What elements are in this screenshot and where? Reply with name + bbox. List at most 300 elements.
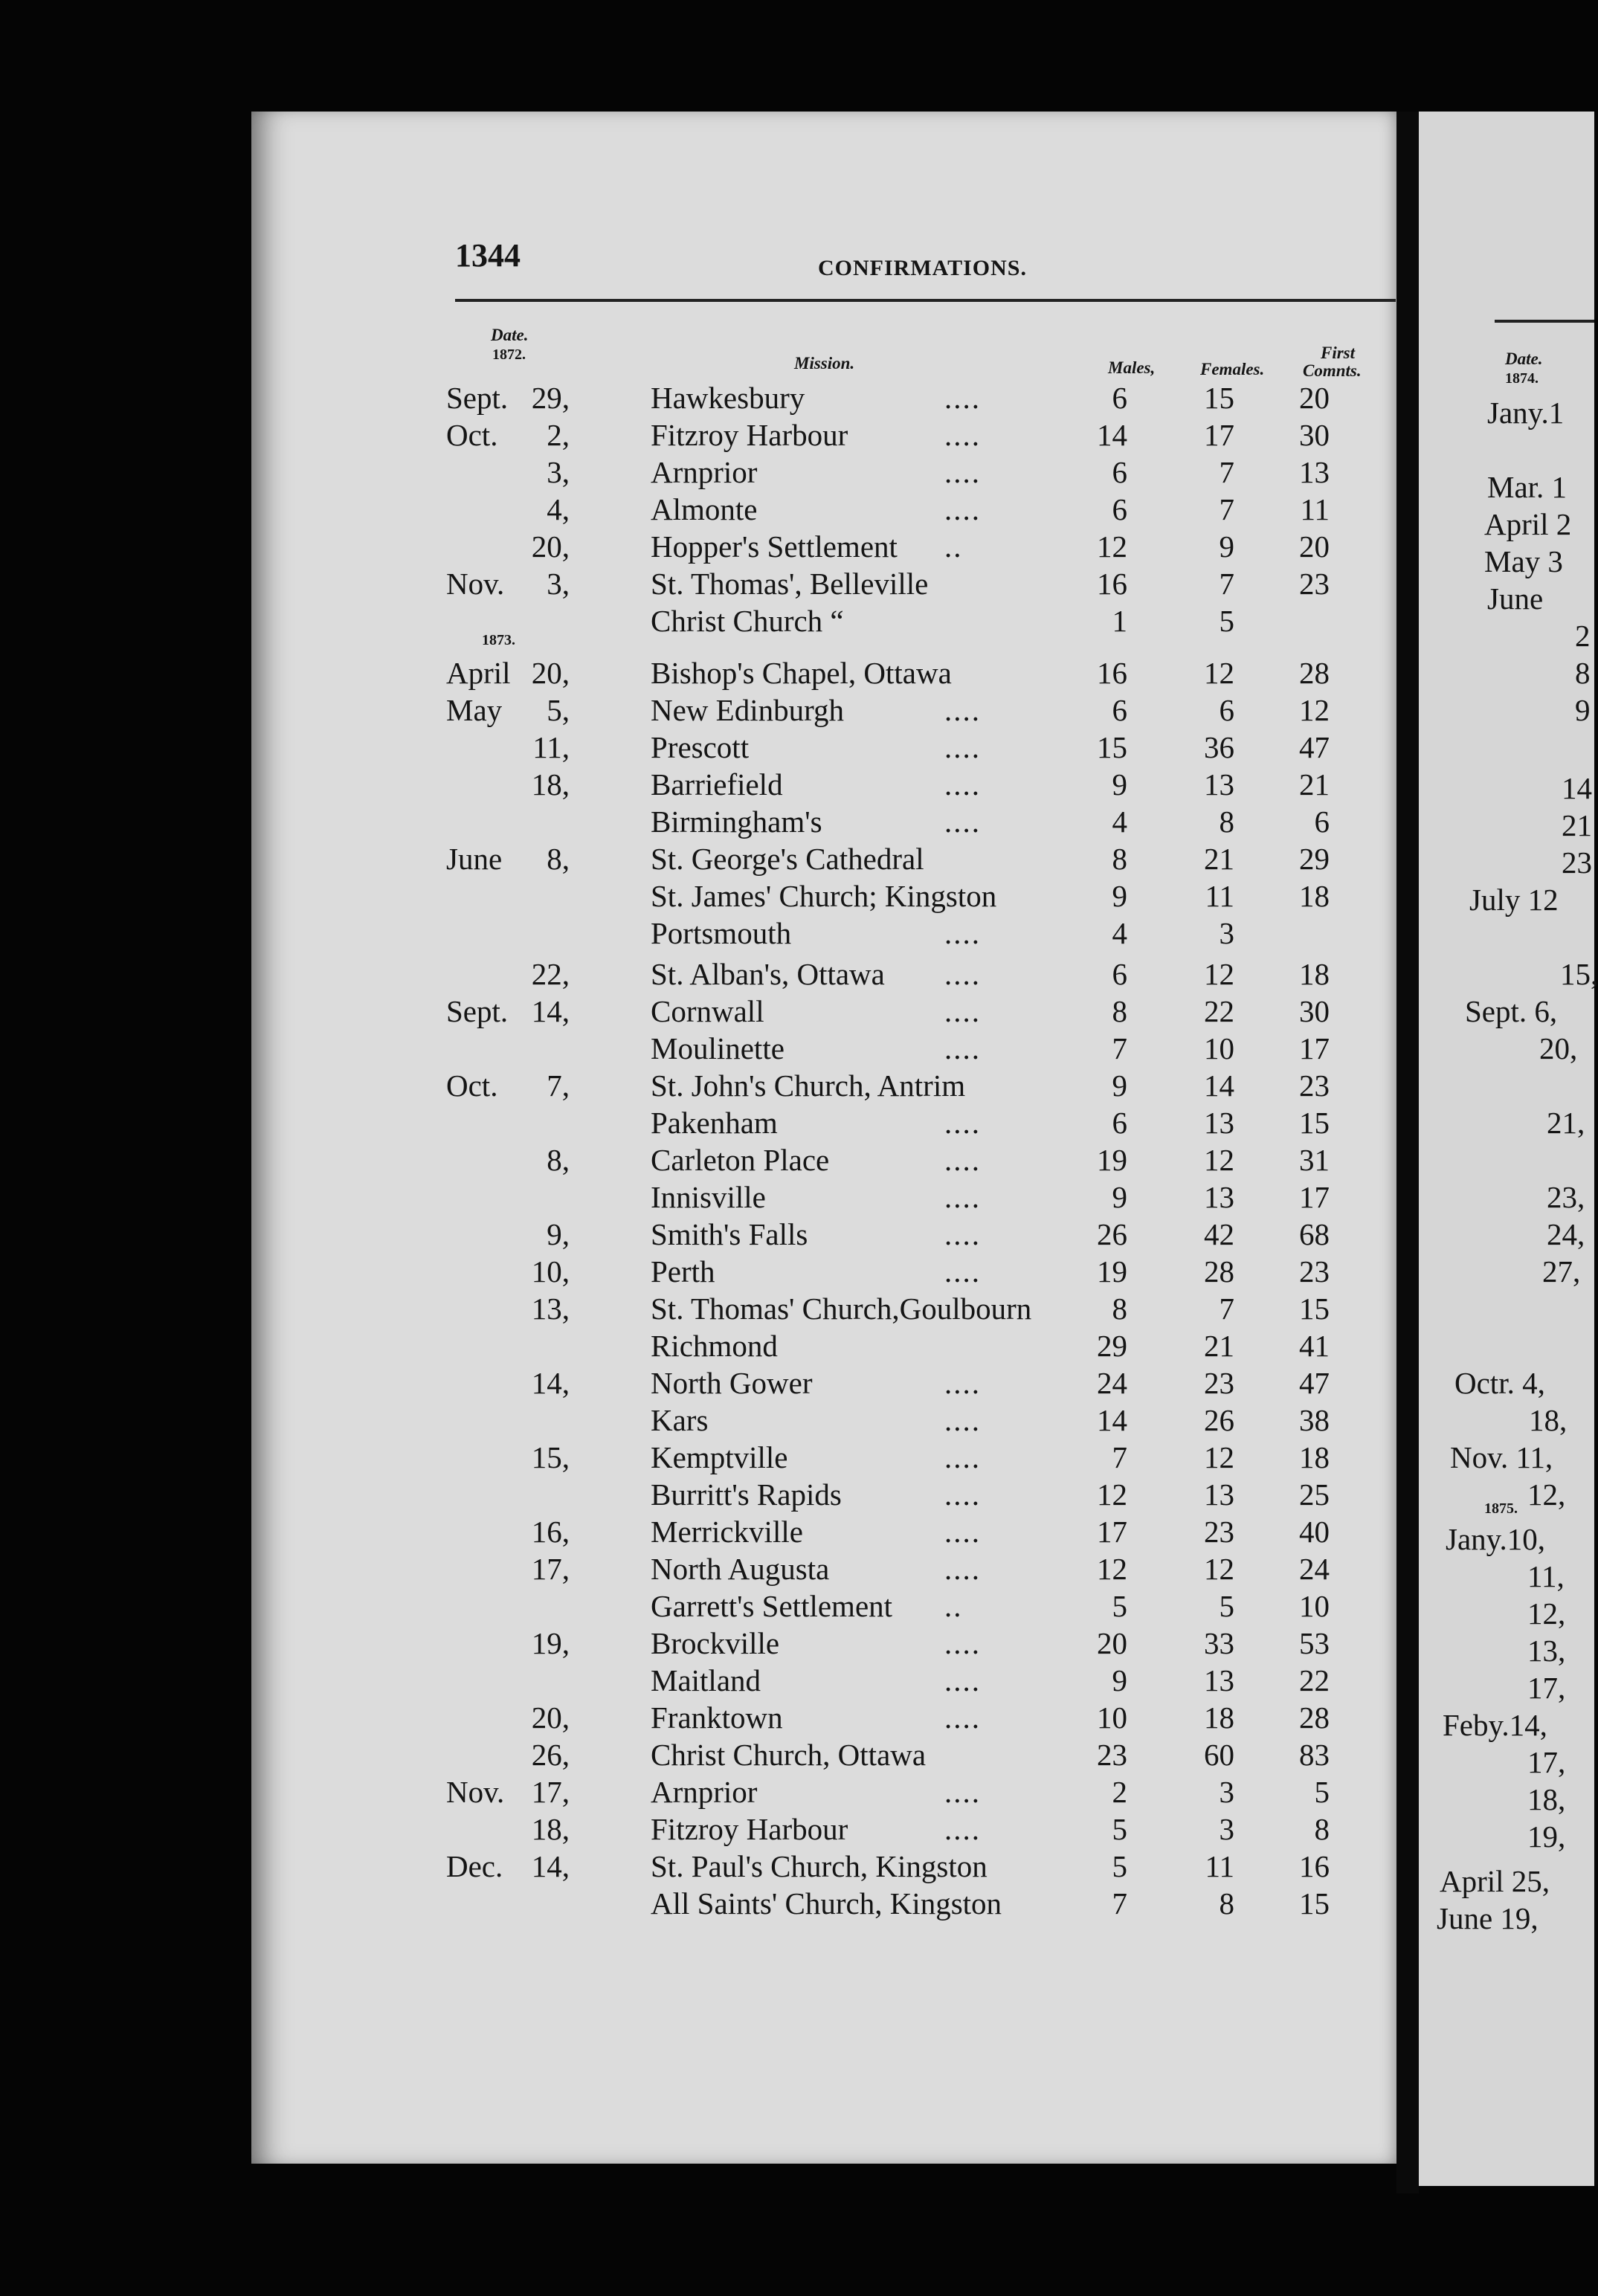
table-row — [0, 1216, 1398, 1253]
row-first-communicants: 11 — [1300, 492, 1330, 526]
row-mission: New Edinburgh — [651, 693, 845, 727]
row-leader-dots: .... — [944, 1663, 981, 1697]
row-females: 8 — [1219, 804, 1234, 839]
row-leader-dots: .. — [944, 529, 963, 564]
row-day: 26, — [531, 1738, 570, 1772]
row-males: 19 — [1097, 1143, 1127, 1177]
running-head: CONFIRMATIONS. — [818, 256, 1027, 280]
row-females: 13 — [1204, 1180, 1234, 1214]
row-day: 14, — [531, 994, 570, 1028]
row-first-communicants: 16 — [1299, 1849, 1330, 1883]
table-row — [0, 993, 1398, 1030]
row-leader-dots: .... — [944, 1440, 981, 1474]
row-females: 8 — [1219, 1886, 1234, 1921]
row-males: 17 — [1097, 1515, 1127, 1549]
row-leader-dots: .... — [944, 1031, 981, 1065]
row-females: 6 — [1219, 693, 1234, 727]
row-mission: Carleton Place — [651, 1143, 830, 1177]
row-males: 14 — [1097, 1403, 1127, 1437]
row-mission: Christ Church, Ottawa — [651, 1738, 927, 1772]
row-males: 10 — [1097, 1700, 1127, 1735]
row-mission: Brockville — [651, 1626, 780, 1660]
row-females: 28 — [1204, 1254, 1234, 1289]
row-males: 9 — [1112, 1663, 1127, 1697]
row-leader-dots: .... — [944, 957, 981, 991]
facing-date-entry: Jany.10, — [1446, 1522, 1545, 1556]
facing-date-entry: 17, — [1527, 1745, 1566, 1779]
row-month: April — [446, 656, 511, 690]
row-day: 11, — [532, 730, 570, 764]
row-mission: Prescott — [651, 730, 750, 764]
row-leader-dots: .... — [944, 1515, 981, 1549]
row-males: 9 — [1112, 1068, 1127, 1103]
facing-date-entry: 8 — [1575, 656, 1591, 690]
row-males: 7 — [1112, 1886, 1127, 1921]
facing-date-entry: 21, — [1547, 1106, 1585, 1140]
row-day: 10, — [531, 1254, 570, 1289]
row-mission: Perth — [651, 1254, 715, 1289]
facing-date-entry: July 12 — [1469, 883, 1559, 917]
row-mission: St. George's Cathedral — [651, 842, 924, 876]
row-first-communicants: 31 — [1299, 1143, 1330, 1177]
row-females: 3 — [1219, 1775, 1234, 1809]
row-day: 29, — [531, 381, 570, 415]
table-row — [0, 1030, 1398, 1067]
row-females: 12 — [1204, 1440, 1234, 1474]
row-females: 13 — [1204, 767, 1234, 802]
row-mission: Kemptville — [651, 1440, 788, 1474]
row-leader-dots: .... — [944, 994, 981, 1028]
row-day: 5, — [547, 693, 570, 727]
row-males: 2 — [1112, 1775, 1127, 1809]
table-row — [0, 602, 1398, 639]
row-day: 8, — [547, 1143, 570, 1177]
table-row — [0, 1810, 1398, 1848]
row-mission: Garrett's Settlement — [651, 1589, 893, 1623]
row-males: 6 — [1112, 381, 1127, 415]
table-row — [0, 528, 1398, 565]
row-mission: Franktown — [651, 1700, 783, 1735]
row-females: 13 — [1204, 1106, 1234, 1140]
row-females: 36 — [1204, 730, 1234, 764]
row-leader-dots: .... — [944, 1477, 981, 1512]
row-mission: Maitland — [651, 1663, 761, 1697]
row-day: 20, — [531, 656, 570, 690]
females-column-header: Females. — [1200, 360, 1265, 378]
row-females: 15 — [1204, 381, 1234, 415]
row-males: 14 — [1097, 418, 1127, 452]
row-mission: All Saints' Church, Kingston — [651, 1886, 1002, 1921]
facing-date-entry: 11, — [1527, 1559, 1565, 1593]
row-females: 13 — [1204, 1477, 1234, 1512]
facing-date-entry: 15, — [1560, 957, 1598, 991]
facing-date-entry: 23 — [1562, 845, 1592, 880]
row-day: 3, — [547, 455, 570, 489]
row-males: 26 — [1097, 1217, 1127, 1251]
row-first-communicants: 17 — [1299, 1180, 1330, 1214]
table-row — [0, 379, 1398, 416]
facing-date-entry: May 3 — [1484, 544, 1563, 578]
row-mission: Burritt's Rapids — [651, 1477, 842, 1512]
table-row — [0, 877, 1398, 915]
row-first-communicants: 20 — [1299, 381, 1330, 415]
row-first-communicants: 53 — [1299, 1626, 1330, 1660]
row-females: 12 — [1204, 1143, 1234, 1177]
row-females: 13 — [1204, 1663, 1234, 1697]
row-leader-dots: .... — [944, 1626, 981, 1660]
row-females: 11 — [1205, 1849, 1234, 1883]
row-females: 26 — [1204, 1403, 1234, 1437]
row-day: 7, — [547, 1068, 570, 1103]
row-month: May — [446, 693, 503, 727]
row-first-communicants: 17 — [1299, 1031, 1330, 1065]
facing-date-entry: April 25, — [1440, 1864, 1550, 1898]
row-leader-dots: .... — [944, 1366, 981, 1400]
row-females: 21 — [1204, 1329, 1234, 1363]
row-first-communicants: 22 — [1299, 1663, 1330, 1697]
row-females: 23 — [1204, 1515, 1234, 1549]
row-males: 7 — [1112, 1440, 1127, 1474]
row-males: 5 — [1112, 1849, 1127, 1883]
table-row — [0, 1104, 1398, 1141]
males-column-header: Males, — [1108, 358, 1156, 377]
first-column-header: First — [1321, 344, 1356, 362]
row-mission: Barriefield — [651, 767, 783, 802]
row-mission: Merrickville — [651, 1515, 803, 1549]
facing-date-entry: 2 — [1575, 619, 1591, 653]
row-males: 6 — [1112, 1106, 1127, 1140]
row-leader-dots: .... — [944, 1180, 981, 1214]
facing-date-entry: 17, — [1527, 1671, 1566, 1705]
table-row — [0, 1364, 1398, 1402]
row-males: 15 — [1097, 730, 1127, 764]
facing-date-entry: Nov. 11, — [1450, 1440, 1553, 1474]
row-leader-dots: .... — [944, 1217, 981, 1251]
table-row — [0, 565, 1398, 602]
facing-year-1875-label: 1875. — [1484, 1500, 1518, 1517]
row-mission: Hopper's Settlement — [651, 529, 898, 564]
table-row — [0, 1736, 1398, 1773]
table-row — [0, 1178, 1398, 1216]
facing-date-entry: 19, — [1527, 1819, 1566, 1854]
row-males: 9 — [1112, 767, 1127, 802]
row-leader-dots: .... — [944, 381, 981, 415]
row-day: 2, — [547, 418, 570, 452]
facing-header-rule — [1495, 320, 1594, 323]
row-first-communicants: 24 — [1299, 1552, 1330, 1586]
row-day: 9, — [547, 1217, 570, 1251]
row-mission: Cornwall — [651, 994, 764, 1028]
row-females: 12 — [1204, 1552, 1234, 1586]
table-row — [0, 766, 1398, 803]
row-males: 20 — [1097, 1626, 1127, 1660]
row-males: 12 — [1097, 529, 1127, 564]
row-males: 6 — [1112, 693, 1127, 727]
row-mission: North Augusta — [651, 1552, 830, 1586]
row-day: 17, — [531, 1552, 570, 1586]
row-first-communicants: 20 — [1299, 529, 1330, 564]
row-males: 12 — [1097, 1552, 1127, 1586]
row-leader-dots: .. — [944, 1589, 963, 1623]
row-females: 60 — [1204, 1738, 1234, 1772]
table-row — [0, 491, 1398, 528]
row-mission: Smith's Falls — [651, 1217, 808, 1251]
table-row — [0, 1773, 1398, 1810]
facing-date-entry: 12, — [1527, 1477, 1566, 1512]
row-males: 9 — [1112, 879, 1127, 913]
comnts-column-header: Comnts. — [1303, 361, 1362, 380]
row-month: June — [446, 842, 503, 876]
row-leader-dots: .... — [944, 1106, 981, 1140]
row-males: 29 — [1097, 1329, 1127, 1363]
row-males: 9 — [1112, 1180, 1127, 1214]
table-row — [0, 1885, 1398, 1922]
row-leader-dots: .... — [944, 1143, 981, 1177]
table-row — [0, 1253, 1398, 1290]
row-males: 1 — [1112, 604, 1127, 638]
row-month: Dec. — [446, 1849, 503, 1883]
row-females: 23 — [1204, 1366, 1234, 1400]
row-males: 6 — [1112, 492, 1127, 526]
facing-date-entry: Jany.1 — [1487, 396, 1565, 430]
row-mission: Fitzroy Harbour — [651, 1812, 848, 1846]
year-1873-label: 1873. — [482, 632, 515, 648]
facing-date-entry: Mar. 1 — [1487, 470, 1568, 504]
year-1872-label: 1872. — [492, 346, 526, 363]
row-first-communicants: 23 — [1299, 567, 1330, 601]
table-row — [0, 1625, 1398, 1662]
row-first-communicants: 18 — [1299, 957, 1330, 991]
table-row — [0, 1439, 1398, 1476]
row-month: Nov. — [446, 1775, 505, 1809]
row-mission: Kars — [651, 1403, 709, 1437]
row-first-communicants: 29 — [1299, 842, 1330, 876]
row-leader-dots: .... — [944, 1775, 981, 1809]
row-day: 18, — [531, 767, 570, 802]
table-row — [0, 691, 1398, 729]
row-first-communicants: 15 — [1299, 1106, 1330, 1140]
row-first-communicants: 83 — [1299, 1738, 1330, 1772]
row-mission: Pakenham — [651, 1106, 778, 1140]
facing-date-entry: 12, — [1527, 1596, 1566, 1631]
row-females: 7 — [1219, 455, 1234, 489]
table-row — [0, 1402, 1398, 1439]
row-mission: Arnprior — [651, 455, 758, 489]
row-mission: St. Thomas', Belleville — [651, 567, 929, 601]
row-males: 16 — [1097, 656, 1127, 690]
row-females: 9 — [1219, 529, 1234, 564]
row-leader-dots: .... — [944, 1254, 981, 1289]
row-females: 5 — [1219, 604, 1234, 638]
table-row — [0, 1476, 1398, 1513]
table-row — [0, 1699, 1398, 1736]
row-first-communicants: 13 — [1299, 455, 1330, 489]
row-mission: St. John's Church, Antrim — [651, 1068, 966, 1103]
row-day: 3, — [547, 567, 570, 601]
row-first-communicants: 12 — [1299, 693, 1330, 727]
row-females: 22 — [1204, 994, 1234, 1028]
row-leader-dots: .... — [944, 1552, 981, 1586]
row-males: 4 — [1112, 916, 1127, 950]
row-first-communicants: 40 — [1299, 1515, 1330, 1549]
row-first-communicants: 21 — [1299, 767, 1330, 802]
row-day: 4, — [547, 492, 570, 526]
row-mission: Christ Church “ — [651, 604, 844, 638]
table-row — [0, 654, 1398, 691]
row-first-communicants: 15 — [1299, 1886, 1330, 1921]
row-females: 7 — [1219, 492, 1234, 526]
row-first-communicants: 30 — [1299, 418, 1330, 452]
facing-date-entry: 13, — [1527, 1634, 1566, 1668]
row-day: 17, — [531, 1775, 570, 1809]
row-females: 3 — [1219, 916, 1234, 950]
table-row — [0, 1513, 1398, 1550]
row-mission: Birmingham's — [651, 804, 822, 839]
table-row — [0, 1067, 1398, 1104]
row-females: 33 — [1204, 1626, 1234, 1660]
row-females: 18 — [1204, 1700, 1234, 1735]
row-mission: St. Thomas' Church,Goulbourn — [651, 1292, 1032, 1326]
row-first-communicants: 6 — [1314, 804, 1330, 839]
row-day: 13, — [531, 1292, 570, 1326]
row-month: Oct. — [446, 418, 498, 452]
facing-date-entry: 18, — [1527, 1782, 1566, 1816]
row-males: 24 — [1097, 1366, 1127, 1400]
row-first-communicants: 10 — [1299, 1589, 1330, 1623]
row-males: 7 — [1112, 1031, 1127, 1065]
row-first-communicants: 18 — [1299, 879, 1330, 913]
date-column-header: Date. — [491, 326, 529, 344]
facing-date-entry: Sept. 6, — [1465, 994, 1558, 1028]
row-males: 5 — [1112, 1812, 1127, 1846]
row-first-communicants: 5 — [1314, 1775, 1330, 1809]
row-males: 12 — [1097, 1477, 1127, 1512]
table-row — [0, 454, 1398, 491]
row-leader-dots: .... — [944, 693, 981, 727]
row-leader-dots: .... — [944, 804, 981, 839]
facing-date-entry: 9 — [1575, 693, 1591, 727]
row-first-communicants: 25 — [1299, 1477, 1330, 1512]
row-mission: St. Paul's Church, Kingston — [651, 1849, 988, 1883]
row-females: 14 — [1204, 1068, 1234, 1103]
table-row — [0, 1290, 1398, 1327]
row-mission: St. James' Church; Kingston — [651, 879, 997, 913]
facing-date-entry: Octr. 4, — [1454, 1366, 1545, 1400]
facing-date-entry: 23, — [1547, 1180, 1585, 1214]
row-mission: Arnprior — [651, 1775, 758, 1809]
row-females: 7 — [1219, 567, 1234, 601]
row-day: 20, — [531, 529, 570, 564]
mission-column-header: Mission. — [794, 354, 855, 373]
facing-date-entry: June — [1487, 581, 1544, 616]
row-day: 14, — [531, 1366, 570, 1400]
row-day: 20, — [531, 1700, 570, 1735]
row-leader-dots: .... — [944, 492, 981, 526]
row-month: Oct. — [446, 1068, 498, 1103]
row-day: 19, — [531, 1626, 570, 1660]
table-row — [0, 915, 1398, 952]
page-gutter — [1396, 112, 1419, 2193]
facing-date-entry: June 19, — [1437, 1901, 1539, 1935]
row-day: 14, — [531, 1849, 570, 1883]
table-row — [0, 1587, 1398, 1625]
table-row — [0, 1550, 1398, 1587]
row-first-communicants: 23 — [1299, 1254, 1330, 1289]
table-row — [0, 803, 1398, 840]
row-mission: North Gower — [651, 1366, 813, 1400]
row-males: 6 — [1112, 455, 1127, 489]
row-females: 12 — [1204, 656, 1234, 690]
row-females: 11 — [1205, 879, 1234, 913]
row-first-communicants: 23 — [1299, 1068, 1330, 1103]
row-males: 8 — [1112, 994, 1127, 1028]
row-leader-dots: .... — [944, 1700, 981, 1735]
row-day: 15, — [531, 1440, 570, 1474]
facing-date-entry: 14 — [1562, 771, 1592, 805]
row-leader-dots: .... — [944, 730, 981, 764]
row-males: 8 — [1112, 842, 1127, 876]
row-first-communicants: 47 — [1299, 730, 1330, 764]
row-females: 42 — [1204, 1217, 1234, 1251]
row-leader-dots: .... — [944, 916, 981, 950]
row-first-communicants: 30 — [1299, 994, 1330, 1028]
row-leader-dots: .... — [944, 455, 981, 489]
row-leader-dots: .... — [944, 767, 981, 802]
facing-date-entry: 21 — [1562, 808, 1592, 842]
table-row — [0, 1327, 1398, 1364]
table-row — [0, 1141, 1398, 1178]
row-month: Sept. — [446, 994, 509, 1028]
row-males: 4 — [1112, 804, 1127, 839]
facing-date-entry: Feby.14, — [1443, 1708, 1547, 1742]
row-males: 6 — [1112, 957, 1127, 991]
row-first-communicants: 47 — [1299, 1366, 1330, 1400]
row-leader-dots: .... — [944, 418, 981, 452]
row-males: 19 — [1097, 1254, 1127, 1289]
row-females: 21 — [1204, 842, 1234, 876]
row-mission: Innisville — [651, 1180, 766, 1214]
row-first-communicants: 18 — [1299, 1440, 1330, 1474]
page-number: 1344 — [455, 237, 521, 274]
row-mission: Fitzroy Harbour — [651, 418, 848, 452]
table-row — [0, 416, 1398, 454]
row-leader-dots: .... — [944, 1403, 981, 1437]
table-row — [0, 955, 1398, 993]
row-males: 5 — [1112, 1589, 1127, 1623]
row-females: 17 — [1204, 418, 1234, 452]
row-mission: Almonte — [651, 492, 758, 526]
row-females: 10 — [1204, 1031, 1234, 1065]
row-first-communicants: 28 — [1299, 1700, 1330, 1735]
row-mission: Richmond — [651, 1329, 778, 1363]
facing-date-entry: April 2 — [1484, 507, 1572, 541]
row-first-communicants: 8 — [1314, 1812, 1330, 1846]
row-day: 22, — [531, 957, 570, 991]
row-females: 12 — [1204, 957, 1234, 991]
facing-date-entry: 20, — [1539, 1031, 1578, 1065]
row-males: 8 — [1112, 1292, 1127, 1326]
row-females: 5 — [1219, 1589, 1234, 1623]
row-day: 18, — [531, 1812, 570, 1846]
row-leader-dots: .... — [944, 1812, 981, 1846]
facing-year-1874-label: 1874. — [1505, 370, 1539, 387]
row-day: 8, — [547, 842, 570, 876]
table-row — [0, 1848, 1398, 1885]
row-mission: Bishop's Chapel, Ottawa — [651, 656, 952, 690]
row-males: 16 — [1097, 567, 1127, 601]
facing-date-entry: 18, — [1529, 1403, 1568, 1437]
facing-date-header: Date. — [1505, 349, 1543, 368]
